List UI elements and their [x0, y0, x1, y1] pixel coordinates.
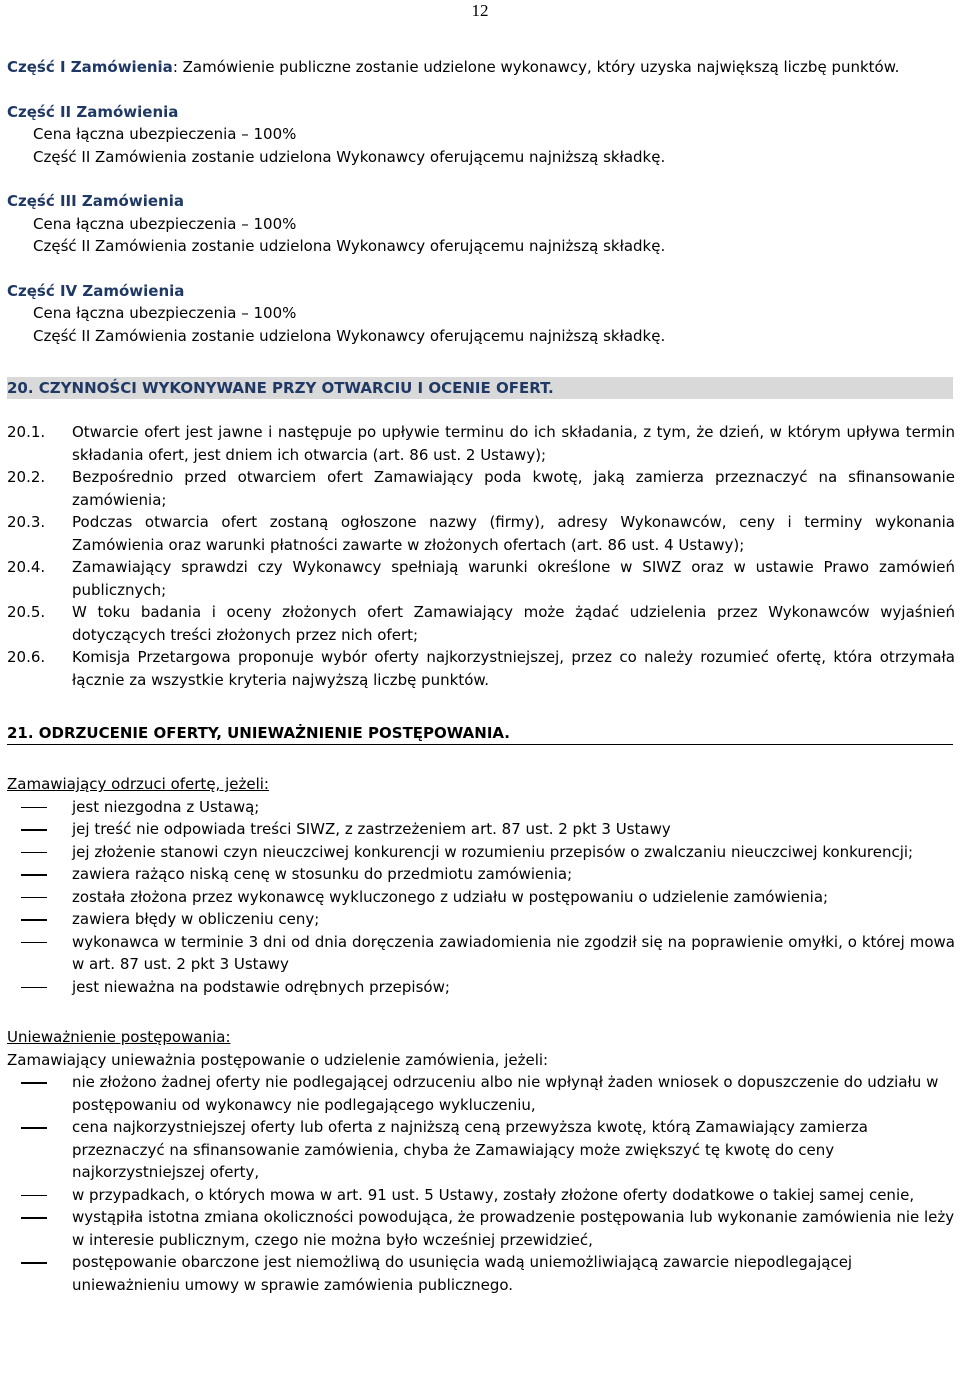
reject-list [7, 796, 955, 999]
list-item: została złożona przez wykonawcę wykluczonego z udziału w postępowaniu o udzielenie zamówienia; [7, 886, 955, 909]
part-3-price-line: Cena łączna ubezpieczenia – 100% [33, 214, 297, 233]
dash-icon [7, 1184, 72, 1206]
list-item: jest niezgodna z Ustawą; [7, 796, 955, 819]
list-item [7, 601, 955, 646]
list-item: postępowanie obarczone jest niemożliwą do usunięcia wadą uniemożliwiającą zawarcie niepodlegającej unieważnieniu umowy w sprawie zamówienia publicznego. [7, 1251, 955, 1296]
part-2-price-line: Cena łączna ubezpieczenia – 100% [33, 125, 297, 143]
item-text: W toku badania i oceny złożonych ofert Zamawiający może żądać udzielenia przez Wykonawców wyjaśnień dotyczących treści złożonych przez nich ofert; [72, 603, 955, 644]
dash-icon [7, 1206, 72, 1228]
part-4-block [7, 280, 955, 348]
item-number: 20.4. [7, 558, 46, 576]
item-number: 20.2. [7, 468, 46, 486]
document-body [7, 56, 955, 1296]
part-1-text: : Zamówienie publiczne zostanie udzielone wykonawcy, który uzyska największą liczbę punktów. [172, 58, 900, 76]
cancel-intro: Zamawiający unieważnia postępowanie o udzielenie zamówienia, jeżeli: [7, 1050, 549, 1069]
list-item: jej treść nie odpowiada treści SIWZ, z zastrzeżeniem art. 87 ust. 2 pkt 3 Ustawy [7, 818, 955, 841]
part-3-award-line: Część II Zamówienia zostanie udzielona Wykonawcy oferującemu najniższą składkę. [33, 237, 666, 255]
dash-icon [7, 1116, 72, 1138]
item-text: Komisja Przetargowa proponuje wybór oferty najkorzystniejszej, przez co należy rozumieć ofertę, która otrzymała łącznie za wszystkie kryteria najwyższą liczbę punktów. [72, 648, 955, 689]
list-item: zawiera rażąco niską cenę w stosunku do przedmiotu zamówienia; [7, 863, 955, 886]
list-item: w przypadkach, o których mowa w art. 91 ust. 5 Ustawy, zostały złożone oferty dodatkowe o takiej samej cenie, [7, 1184, 955, 1207]
part-2-title: Część II Zamówienia [7, 102, 179, 121]
item-number: 20.1. [7, 423, 46, 441]
list-item [7, 556, 955, 601]
list-item: jej złożenie stanowi czyn nieuczciwej konkurencji w rozumieniu przepisów o zwalczaniu nieuczciwej konkurencji; [7, 841, 955, 864]
section-21-heading: 21. ODRZUCENIE OFERTY, UNIEWAŻNIENIE POSTĘPOWANIA. [7, 723, 953, 745]
item-number: 20.5. [7, 603, 46, 621]
dash-icon [7, 818, 72, 840]
dash-icon [7, 931, 72, 953]
part-3-title: Część III Zamówienia [7, 192, 184, 210]
dash-icon [7, 796, 72, 818]
dash-icon [7, 1071, 72, 1093]
list-item: cena najkorzystniejszej oferty lub oferta z najniższą ceną przewyższa kwotę, którą Zamawiający zamierza przeznaczyć na sfinansowanie zamówienia, chyba że Zamawiający może zwiększyć tę kwotę do ceny najkorzystniejszej oferty, [7, 1116, 955, 1184]
dash-icon [7, 886, 72, 908]
part-4-price-line: Cena łączna ubezpieczenia – 100% [33, 304, 297, 322]
part-2-award-line: Część II Zamówienia zostanie udzielona Wykonawcy oferującemu najniższą składkę. [33, 147, 666, 166]
dash-icon [7, 863, 72, 885]
item-text: Podczas otwarcia ofert zostaną ogłoszone nazwy (firmy), adresy Wykonawców, ceny i terminy wykonania Zamówienia oraz warunki płatności zawarte w złożonych ofertach (art. 86 ust. 4 Ustawy); [72, 513, 955, 554]
part-1-paragraph [7, 56, 955, 79]
list-item [7, 511, 955, 556]
dash-icon [7, 841, 72, 863]
item-number: 20.6. [7, 648, 46, 666]
reject-heading: Zamawiający odrzuci ofertę, jeżeli: [7, 775, 269, 793]
cancel-list [7, 1071, 955, 1296]
list-item [7, 646, 955, 691]
item-text: Zamawiający sprawdzi czy Wykonawcy spełniają warunki określone w SIWZ oraz w ustawie Prawo zamówień publicznych; [72, 558, 955, 599]
list-item: jest nieważna na podstawie odrębnych przepisów; [7, 976, 955, 999]
list-item: zawiera błędy w obliczeniu ceny; [7, 908, 955, 931]
part-1-label: Część I Zamówienia [7, 58, 173, 76]
part-4-title: Część IV Zamówienia [7, 281, 185, 300]
dash-icon [7, 976, 72, 998]
dash-icon [7, 1251, 72, 1273]
list-item: nie złożono żadnej oferty nie podlegającej odrzuceniu albo nie wpłynął żaden wniosek o dopuszczenie do udziału w postępowaniu od wykonawcy nie podlegającego wykluczeniu, [7, 1071, 955, 1116]
list-item: wykonawca w terminie 3 dni od dnia doręczenia zawiadomienia nie zgodził się na poprawienie omyłki, o której mowa w art. 87 ust. 2 pkt 3 Ustawy [7, 931, 955, 976]
list-item [7, 466, 955, 511]
list-item: wystąpiła istotna zmiana okoliczności powodująca, że prowadzenie postępowania lub wykonanie zamówienia nie leży w interesie publicznym, czego nie można było wcześniej przewidzieć, [7, 1206, 955, 1251]
part-2-block [7, 101, 955, 169]
dash-icon [7, 908, 72, 930]
cancel-heading: Unieważnienie postępowania: [7, 1028, 231, 1046]
list-item [7, 421, 955, 466]
page-number: 12 [471, 1, 489, 20]
part-4-award-line: Część II Zamówienia zostanie udzielona Wykonawcy oferującemu najniższą składkę. [33, 326, 666, 345]
item-text: Otwarcie ofert jest jawne i następuje po upływie terminu do ich składania, z tym, że dzień, w którym upływa termin składania ofert, jest dniem ich otwarcia (art. 86 ust. 2 Ustawy); [72, 423, 955, 464]
item-text: Bezpośrednio przed otwarciem ofert Zamawiający poda kwotę, jaką zamierza przeznaczyć na sfinansowanie zamówienia; [72, 468, 955, 509]
section-20-list [7, 421, 955, 691]
section-20-heading: 20. CZYNNOŚCI WYKONYWANE PRZY OTWARCIU I OCENIE OFERT. [7, 377, 953, 399]
item-number: 20.3. [7, 513, 46, 531]
part-3-block [7, 190, 955, 258]
